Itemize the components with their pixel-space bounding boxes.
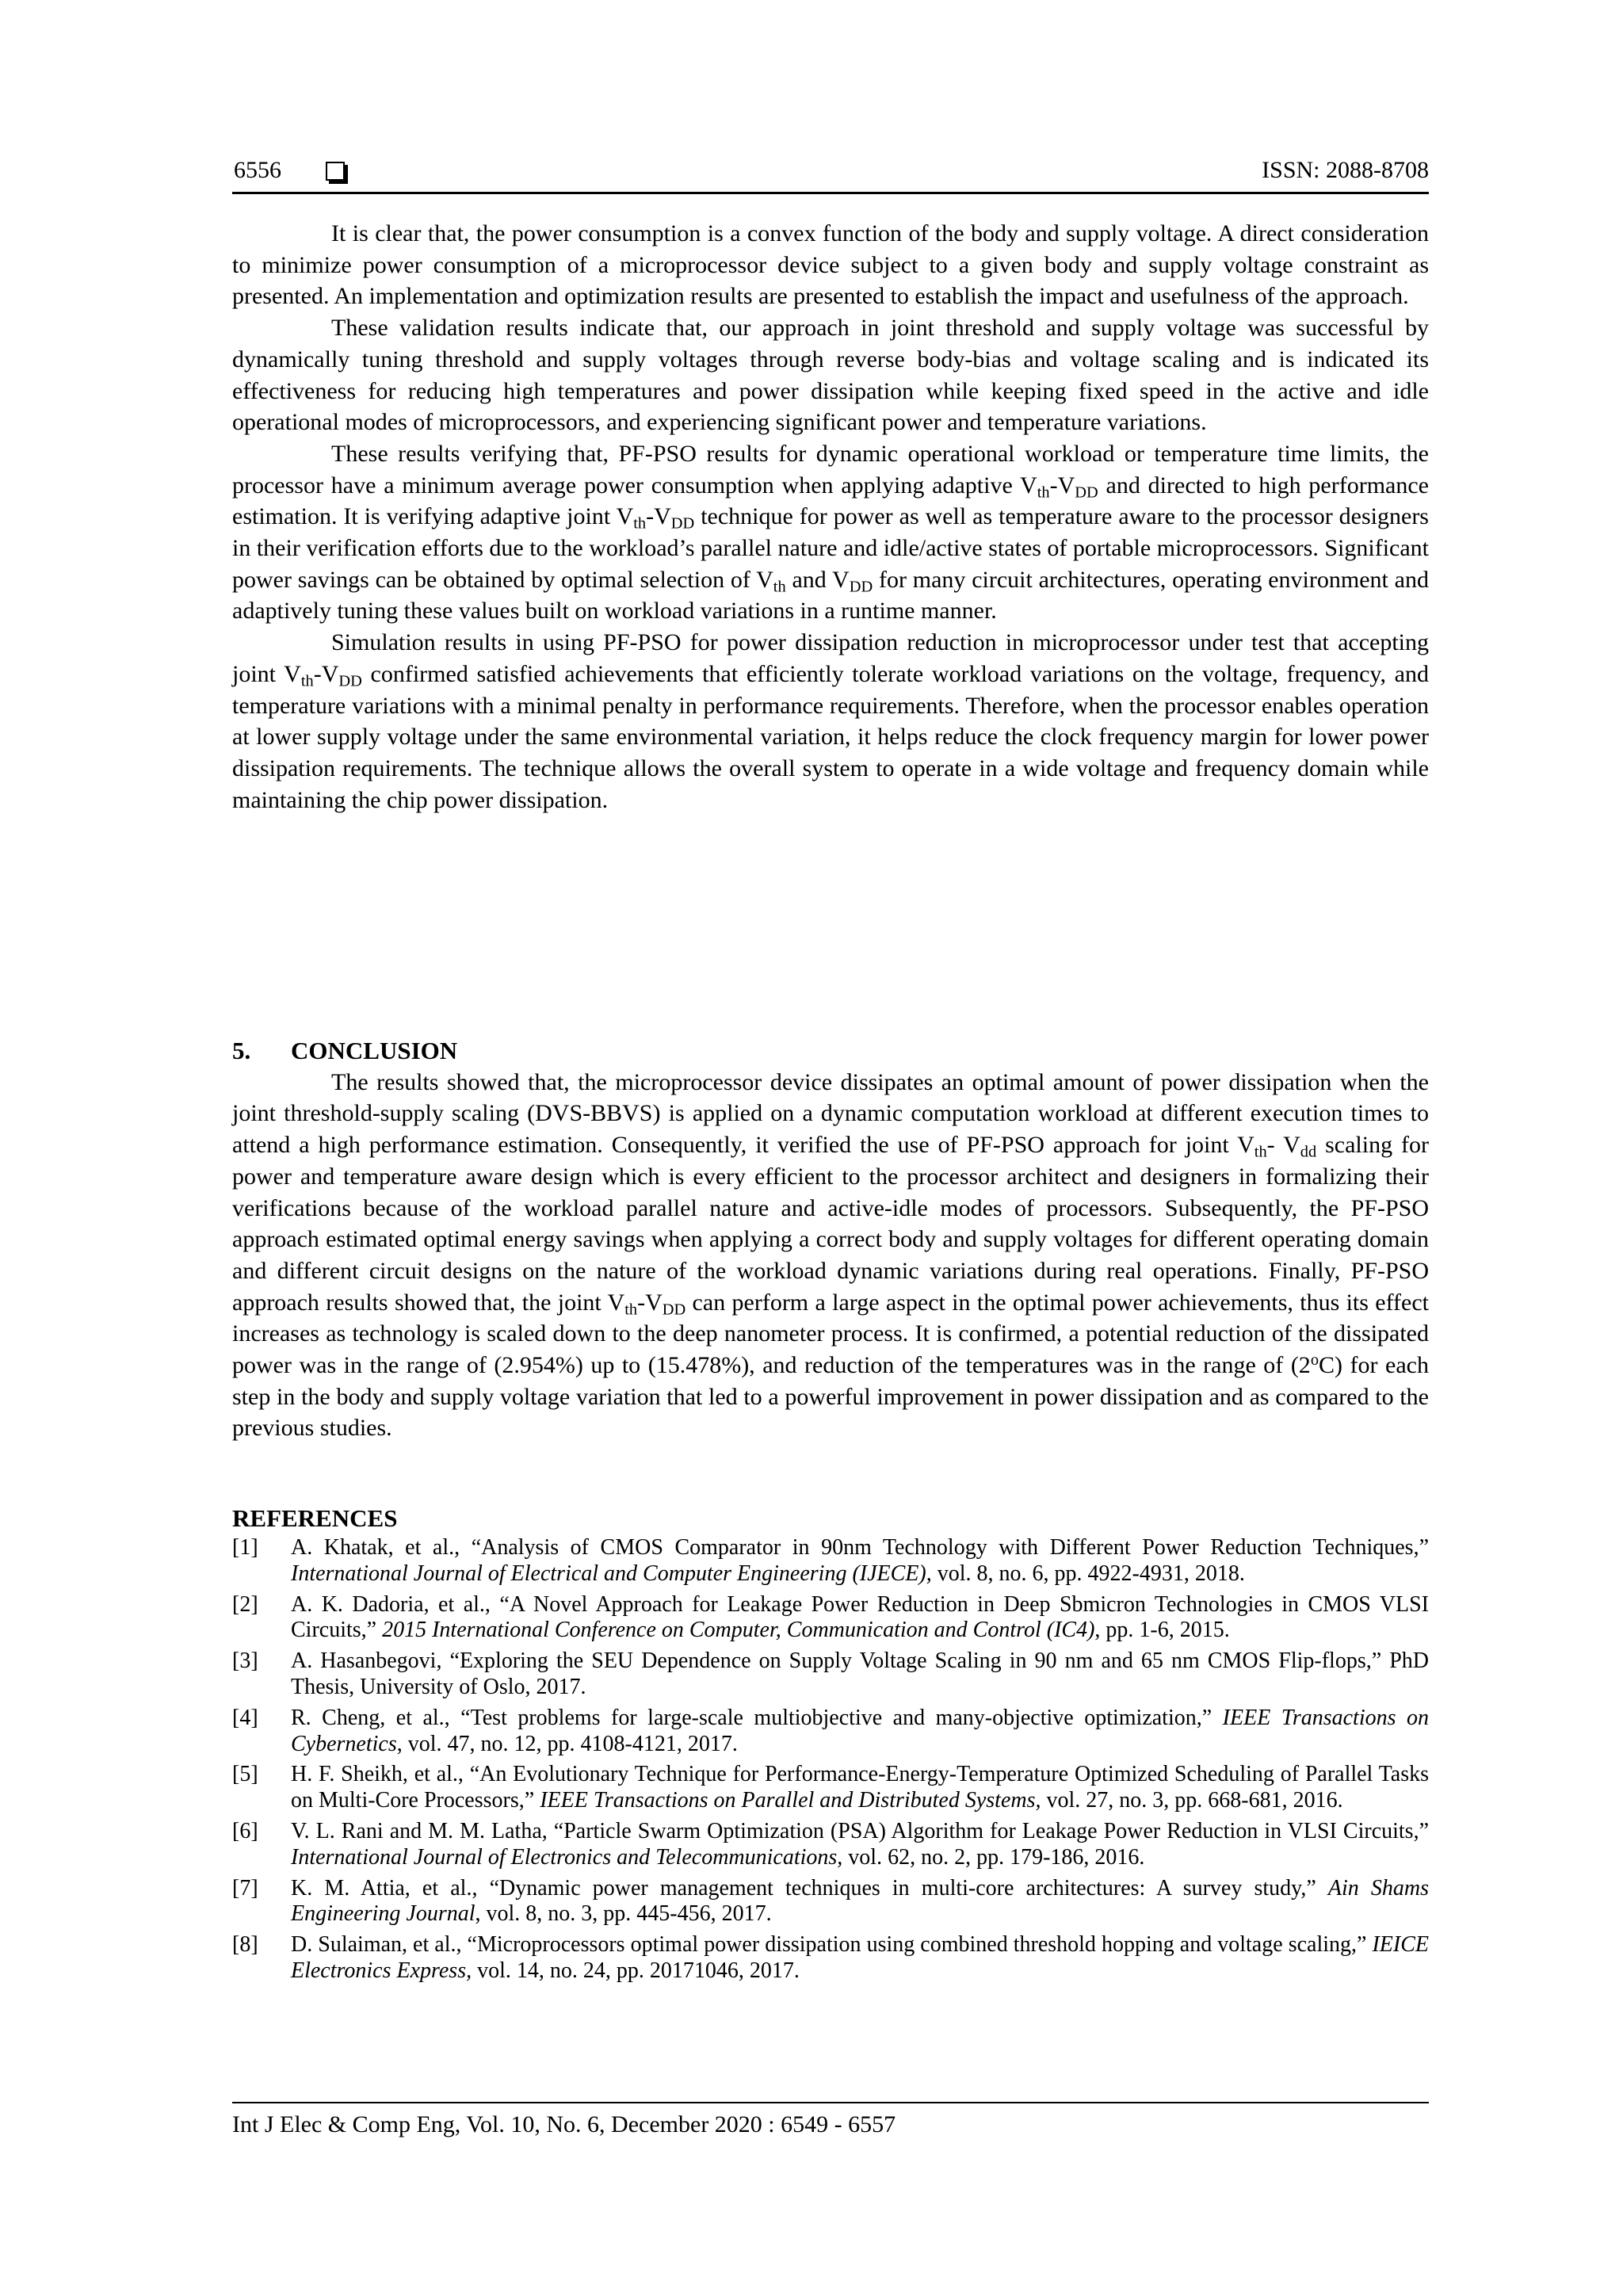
reference-text-end: vol. 62, no. 2, pp. 179-186, 2016. [842,1844,1145,1870]
conclusion-section [232,1035,1429,1444]
text-run: C) for each step in the body and supply voltage variation that led to a powerful improvement in power dissipation and as compared to the previous studies. [232,1352,1429,1442]
reference-item [232,1762,1429,1814]
reference-item [232,1932,1429,1985]
reference-text-end: , vol. 8, no. 3, pp. 445-456, 2017. [475,1901,772,1927]
text-run: - [1049,472,1058,499]
text-run: V [321,660,339,687]
reference-venue: IEEE Transactions on Cybernetics [291,1705,1429,1756]
reference-label: [2] [232,1591,258,1617]
reference-item [232,1706,1429,1758]
subscript: th [300,672,314,690]
reference-label: [5] [232,1762,258,1787]
issn: ISSN: 2088-8708 [1262,157,1429,183]
references-section [232,1503,1429,1989]
reference-text-end: vol. 8, no. 6, pp. 4922-4931, 2018. [931,1561,1245,1586]
text-run: V [1057,472,1075,499]
text-run: and directed to high performance estimation. It is verifying adaptive joint V [232,472,1429,530]
conclusion-paragraph [232,1067,1429,1444]
reference-label: [3] [232,1648,258,1674]
reference-item [232,1876,1429,1928]
subscript: th [633,515,647,533]
reference-venue: IEEE Transactions on Parallel and Distributed Systems, [540,1788,1041,1813]
reference-text: A. Khatak, et al., “Analysis of CMOS Comparator in 90nm Technology with Different Power Reduction Techniques,” [291,1535,1429,1560]
reference-text: R. Cheng, et al., “Test problems for large-scale multiobjective and many-objective optimization,” [291,1705,1223,1730]
footer-citation: Int J Elec & Comp Eng, Vol. 10, No. 6, December 2020 : 6549 - 6557 [232,2111,896,2137]
reference-item [232,1648,1429,1701]
reference-text-end: vol. 27, no. 3, pp. 668-681, 2016. [1041,1788,1343,1813]
reference-text: K. M. Attia, et al., “Dynamic power management techniques in multi-core architectures: A survey study,” [291,1875,1328,1901]
reference-text: D. Sulaiman, et al., “Microprocessors optimal power dissipation using combined threshold hopping and voltage scaling,” [291,1932,1373,1958]
page-header [232,155,1429,194]
text-run: - [646,503,655,530]
superscript: o [1310,1350,1319,1369]
reference-venue: IEICE Electronics Express, [291,1932,1429,1983]
paragraph-2: These validation results indicate that, our approach in joint threshold and supply voltage was successful by dynamically tuning threshold and supply voltages through reverse body-bias and voltage scaling and is indicated its effectiveness for reducing high temperatures and power dissipation while keeping fixed speed in the active and idle operational modes of microprocessors, and experiencing significant power and temperature variations. [232,315,1429,436]
reference-text-end: , vol. 47, no. 12, pp. 4108-4121, 2017. [396,1731,738,1756]
text-run: confirmed satisfied achievements that efficiently tolerate workload variations on the voltage, frequency, and temperature variations with a minimal penalty in performance requirements. Therefore, when the processor enables operation at lower supply voltage under the same environmental variation, it helps reduce the clock frequency margin for lower power dissipation requirements. The technique allows the overall system to operate in a wide voltage and frequency domain while maintaining the chip power dissipation. [232,660,1429,813]
text-run: scaling for power and temperature aware design which is every efficient to the processor architect and designers in formalizing their verifications because of the workload parallel nature and active-idle modes of processors. Subsequently, the PF-PSO approach estimated optimal energy savings when applying a correct body and supply voltages for different operating domain and different circuit designs on the nature of the workload dynamic variations during real operations. Finally, PF-PSO approach results showed that, the joint V [232,1132,1429,1316]
text-run: for many circuit architectures, operating environment and adaptively tuning these values built on workload variations in a runtime manner. [232,566,1429,625]
references-heading: REFERENCES [232,1504,398,1532]
subscript: dd [1300,1143,1317,1161]
reference-text: A. Hasanbegovi, “Exploring the SEU Dependence on Supply Voltage Scaling in 90 nm and 65 nm CMOS Flip-flops,” PhD Thesis, University of Oslo, 2017. [291,1648,1429,1699]
text-run: and V [785,566,850,593]
section-heading [232,1035,1429,1067]
text-run: V [1283,1132,1300,1159]
reference-label: [8] [232,1932,258,1958]
subscript: th [773,578,786,596]
subscript: DD [670,515,695,533]
text-run: Simulation results in using PF-PSO for power dissipation reduction in microprocessor under test that accepting joint V [232,629,1429,687]
reference-label: [7] [232,1875,258,1901]
subscript: th [624,1301,638,1319]
subscript: th [1037,483,1050,502]
text-run: These results verifying that, PF-PSO results for dynamic operational workload or temperature time limits, the processor have a minimum average power consumption when applying adaptive V [232,440,1429,499]
subscript: DD [849,578,873,596]
reference-item [232,1819,1429,1871]
paragraph-4 [232,627,1429,816]
subscript: th [1254,1143,1267,1161]
section-title: CONCLUSION [291,1037,458,1064]
reference-venue: International Journal of Electronics and Telecommunications, [291,1844,843,1870]
reference-item [232,1535,1429,1587]
reference-text-end: vol. 14, no. 24, pp. 20171046, 2017. [472,1958,800,1983]
page-footer [232,2102,1429,2138]
text-run: V [654,503,671,530]
reference-label: [6] [232,1818,258,1843]
page-number: 6556 [234,157,281,183]
text-run: - [1266,1132,1284,1159]
text-run: The results showed that, the microprocessor device dissipates an optimal amount of power dissipation when the joint threshold-supply scaling (DVS-BBVS) is applied on a dynamic computation workload at different execution times to attend a high performance estimation. Consequently, it verified the use of PF-PSO approach for joint V [232,1068,1429,1159]
reference-label: [1] [232,1535,258,1560]
paragraph-1: It is clear that, the power consumption is a convex function of the body and supply voltage. A direct consideration to minimize power consumption of a microprocessor device subject to a given body and supply voltage constraint as presented. An implementation and optimization results are presented to establish the impact and usefulness of the approach. [232,220,1429,310]
text-run: technique for power as well as temperature aware to the processor designers in their verification efforts due to the workload’s parallel nature and idle/active states of portable microprocessors. Significant power savings can be obtained by optimal selection of V [232,503,1429,593]
reference-text-end: , pp. 1-6, 2015. [1094,1618,1230,1643]
text-run: V [645,1289,663,1316]
text-run: can perform a large aspect in the optimal power achievements, thus its effect increases as technology is scaled down to the deep nanometer process. It is confirmed, a potential reduction of the dissipated power was in the range of (2.954%) up to (15.478%), and reduction of the temperatures was in the range of (2 [232,1289,1429,1379]
reference-label: [4] [232,1705,258,1730]
subscript: DD [338,672,362,690]
square-box-icon [326,162,345,181]
reference-text: V. L. Rani and M. M. Latha, “Particle Swarm Optimization (PSA) Algorithm for Leakage Power Reduction in VLSI Circuits,” [291,1818,1429,1843]
text-run: - [313,660,322,687]
subscript: DD [1075,483,1098,502]
reference-venue: 2015 International Conference on Computer, Communication and Control (IC4) [382,1618,1095,1643]
section-number: 5. [232,1037,251,1064]
reference-item [232,1592,1429,1645]
reference-text: A. K. Dadoria, et al., “A Novel Approach for Leakage Power Reduction in Deep Sbmicron Technologies in CMOS VLSI Circuits,” [291,1591,1429,1643]
text-run: - [637,1289,646,1316]
paragraph-3 [232,438,1429,627]
reference-venue: International Journal of Electrical and Computer Engineering (IJECE), [291,1561,932,1586]
reference-venue: Ain Shams Engineering Journal [291,1875,1430,1927]
reference-list [232,1535,1429,1985]
subscript: DD [662,1301,686,1319]
discussion-section [232,218,1429,816]
reference-text: H. F. Sheikh, et al., “An Evolutionary Technique for Performance-Energy-Temperature Optimized Scheduling of Parallel Tasks on Multi-Core Processors,” [291,1762,1429,1813]
